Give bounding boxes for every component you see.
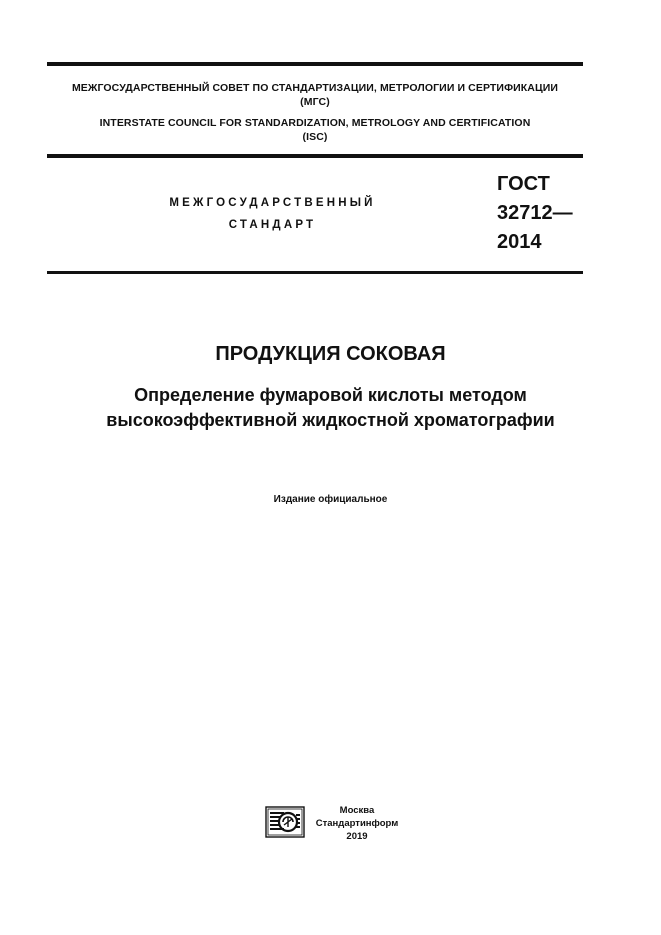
subtitle-line2: высокоэффективной жидкостной хроматографии: [106, 410, 555, 430]
council-en-abbr: (ISC): [302, 131, 328, 143]
publisher-year: 2019: [346, 831, 368, 842]
edition-note: Издание официальное: [273, 494, 388, 505]
publisher-block: [307, 804, 407, 843]
publisher-city: Москва: [339, 805, 375, 816]
standard-type-line2: СТАНДАРТ: [228, 219, 317, 231]
document-subtitle: [0, 383, 661, 433]
gost-label: ГОСТ: [497, 173, 550, 195]
gost-number: 32712—: [497, 202, 573, 224]
council-name-ru: [47, 81, 583, 109]
standard-type: [130, 192, 415, 236]
council-ru-abbr: (МГС): [300, 96, 330, 108]
top-rule: [47, 62, 583, 66]
publisher-name: Стандартинформ: [315, 818, 399, 829]
gost-year: 2014: [497, 231, 542, 253]
gost-designation: [497, 170, 573, 257]
council-name-en: [47, 116, 583, 144]
standartinform-logo-icon: [265, 806, 305, 838]
bottom-rule: [47, 271, 583, 274]
middle-rule: [47, 154, 583, 158]
council-en-text: INTERSTATE COUNCIL FOR STANDARDIZATION, METROLOGY AND CERTIFICATION: [99, 117, 531, 129]
subtitle-line1: Определение фумаровой кислоты методом: [134, 385, 527, 405]
standard-type-line1: МЕЖГОСУДАРСТВЕННЫЙ: [169, 197, 376, 209]
document-title: ПРОДУКЦИЯ СОКОВАЯ: [215, 343, 446, 365]
council-ru-text: МЕЖГОСУДАРСТВЕННЫЙ СОВЕТ ПО СТАНДАРТИЗАЦИИ, МЕТРОЛОГИИ И СЕРТИФИКАЦИИ: [71, 82, 559, 94]
